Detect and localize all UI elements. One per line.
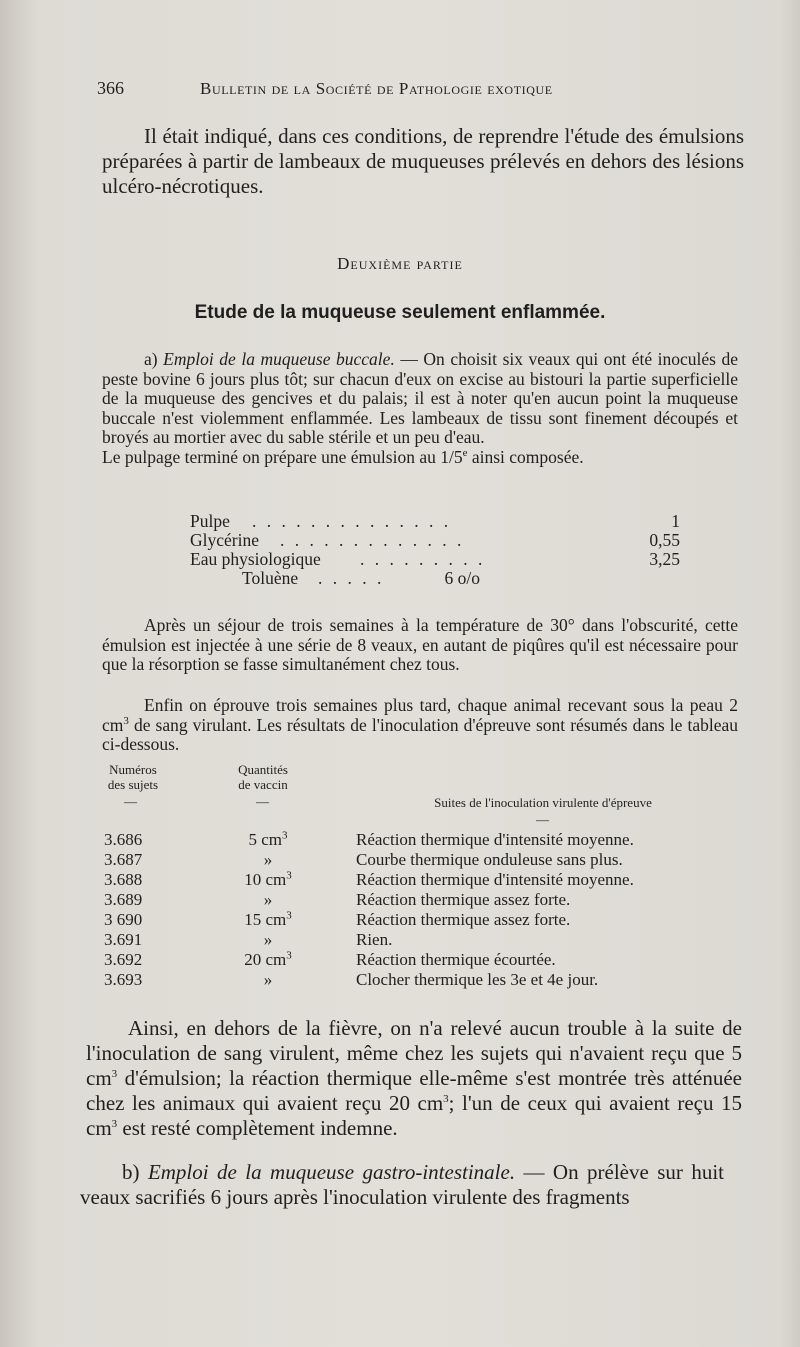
table-row <box>88 890 738 910</box>
subject-number: 3.688 <box>104 870 143 889</box>
table-row <box>88 930 738 950</box>
recipe-leader: . . . . . . . . . <box>360 549 486 569</box>
inoculation-result: Clocher thermique les 3e et 4e jour. <box>356 970 599 989</box>
section-subtitle: Etude de la muqueuse seulement enflammée. <box>194 302 606 323</box>
table-row <box>88 910 738 930</box>
recipe-row <box>190 569 710 588</box>
recipe-row <box>190 512 710 531</box>
vaccine-quantity: » <box>263 930 273 949</box>
conclusion-paragraph: Ainsi, en dehors de la fièvre, on n'a relevé aucun trouble à la suite de l'inoculation de sang virulent, même chez les sujets qui n'avaient reçu que 5 $cm^3$ d'émulsion; la réaction thermique elle-même s'est montrée très atténuée chez les animaux qui avaient reçu 20 $cm^3$; l'un de ceux qui avaient reçu 15 $cm^3$ est resté complètement indemne. <box>86 1016 743 1140</box>
section-title: Deuxième partie <box>337 254 463 273</box>
intro-paragraph: Il était indiqué, dans ces conditions, de reprendre l'étude des émulsions préparées à partir de lambeaux de muqueuses prélevés en dehors des lésions ulcéro-nécrotiques. <box>102 124 744 198</box>
vaccine-quantity: 5 $cm^3$ <box>248 829 288 849</box>
inoculation-result: Réaction thermique d'intensité moyenne. <box>356 830 634 849</box>
inoculation-result: Réaction thermique assez forte. <box>356 890 571 909</box>
part-a-heading: Emploi de la muqueuse buccale. <box>163 349 395 369</box>
part-a-text: — On choisit six veaux qui ont été inoculés de peste bovine 6 jours plus tôt; sur chacun d'eux on excise au bistouri la partie superficielle de la muqueuse des gencives et du palais; il est à noter qu'en aucun point la muqueuse buccale n'est violemment enflammée. Les lambeaux de tissu sont finement découpés et broyés au mortier avec du sable stérile et un peu d'eau. <box>102 349 739 447</box>
page-header <box>97 78 657 104</box>
subject-number: 3.686 <box>104 830 143 849</box>
recipe-row <box>190 531 710 550</box>
header-number: Numéros des sujets <box>107 762 159 792</box>
running-title: Bulletin de la Société de Pathologie exotique <box>200 79 553 98</box>
recipe-row <box>190 550 710 569</box>
page-number: 366 <box>97 78 124 98</box>
inoculation-result: Réaction thermique écourtée. <box>356 950 556 969</box>
paragraph-after-recipe-2: Enfin on éprouve trois semaines plus tard, chaque animal recevant sous la peau 2 $cm^3$ de sang virulant. Les résultats de l'inoculation d'épreuve sont résumés dans le tableau ci-dessous. <box>102 695 738 754</box>
table-row <box>88 870 738 890</box>
vaccine-quantity: 10 $cm^3$ <box>244 869 292 889</box>
subject-number: 3.687 <box>104 850 143 869</box>
inoculation-result: Courbe thermique onduleuse sans plus. <box>356 850 623 869</box>
part-a-label: a) <box>144 349 158 369</box>
recipe-name: Pulpe <box>190 511 230 531</box>
subject-number: 3.691 <box>104 930 143 949</box>
paragraph-after-recipe-1: Après un séjour de trois semaines à la température de 30° dans l'obscurité, cette émulsion est injectée à une série de 8 veaux, en autant de piqûres qu'il est nécessaire pour que la résorption se fasse simultanément chez tous. <box>102 615 738 674</box>
part-b-heading: Emploi de la muqueuse gastro-intestinale. <box>147 1160 516 1184</box>
header-dash: — <box>124 794 137 809</box>
inoculation-result: Réaction thermique d'intensité moyenne. <box>356 870 634 889</box>
header-quantity: Quantités de vaccin <box>238 762 288 792</box>
recipe-intro: Le pulpage terminé on prépare une émulsion au 1/5e ainsi composée. <box>102 446 584 467</box>
subject-number: 3.693 <box>104 970 143 989</box>
table-row <box>88 850 738 870</box>
part-b-label: b) <box>122 1160 140 1184</box>
subject-number: 3.692 <box>104 950 143 969</box>
recipe-name: Toluène <box>242 568 299 588</box>
vaccine-quantity: » <box>263 850 273 869</box>
recipe-value: 3,25 <box>649 549 680 569</box>
subject-number: 3 690 <box>104 910 143 929</box>
recipe-list <box>190 512 710 588</box>
part-b-text: — On prélève sur huit veaux sacrifiés 6 jours après l'inoculation virulente des fragments <box>80 1160 725 1209</box>
vaccine-quantity: 20 $cm^3$ <box>244 949 292 969</box>
recipe-name: Glycérine <box>190 530 259 550</box>
header-dash: — <box>536 812 549 827</box>
inoculation-result: Rien. <box>356 930 393 949</box>
header-result: Suites de l'inoculation virulente d'épreuve <box>434 795 652 810</box>
vaccine-quantity: » <box>263 970 273 989</box>
recipe-name: Eau physiologique <box>190 549 321 569</box>
table-row <box>88 950 738 970</box>
recipe-value: 0,55 <box>649 530 680 550</box>
part-b-paragraph <box>80 1160 724 1210</box>
inoculation-result: Réaction thermique assez forte. <box>356 910 571 929</box>
table-row <box>88 970 738 990</box>
recipe-value: 6 o/o <box>444 568 480 588</box>
table-row <box>88 830 738 850</box>
part-a-paragraph <box>102 350 738 467</box>
vaccine-quantity: » <box>263 890 273 909</box>
recipe-leader: . . . . . <box>318 568 385 588</box>
recipe-leader: . . . . . . . . . . . . . . <box>252 511 452 531</box>
recipe-leader: . . . . . . . . . . . . . <box>280 530 465 550</box>
vaccine-quantity: 15 $cm^3$ <box>244 909 292 929</box>
subject-number: 3.689 <box>104 890 143 909</box>
header-dash: — <box>256 794 269 809</box>
recipe-value: 1 <box>671 511 680 531</box>
